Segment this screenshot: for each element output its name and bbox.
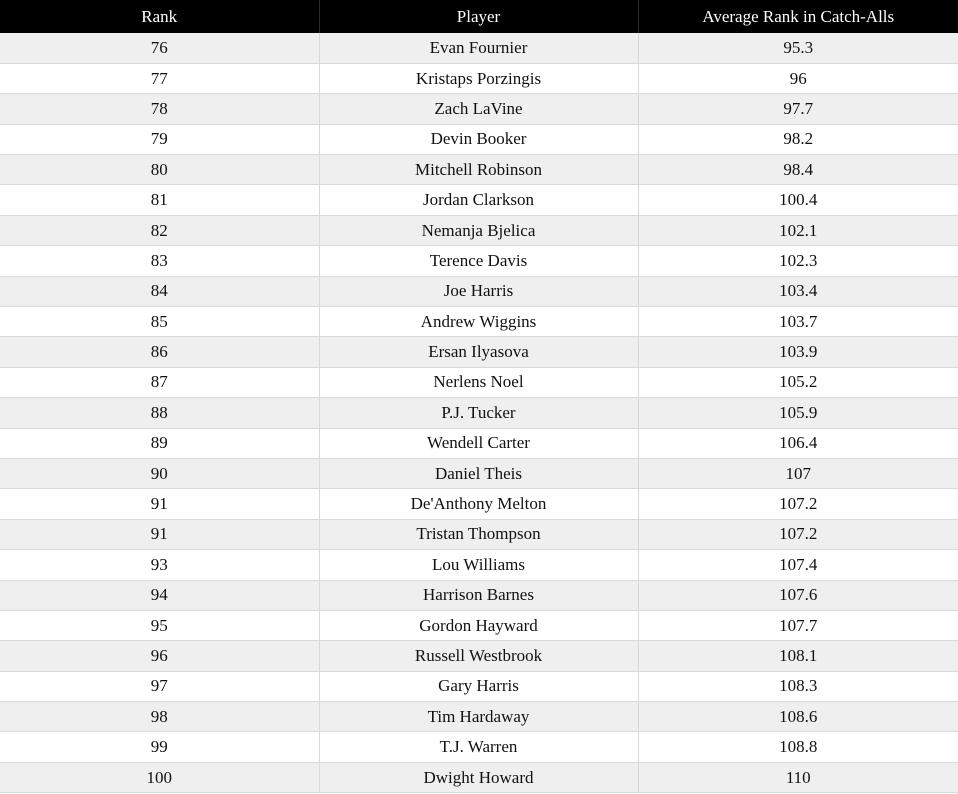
header-row	[0, 0, 958, 33]
rank-cell: 76	[0, 33, 319, 63]
player-cell: Devin Booker	[319, 124, 638, 154]
player-cell: Gordon Hayward	[319, 610, 638, 640]
rank-cell: 84	[0, 276, 319, 306]
header-player: Player	[319, 0, 638, 33]
average-rank-cell: 105.2	[638, 367, 958, 397]
rank-cell: 87	[0, 367, 319, 397]
rank-cell: 95	[0, 610, 319, 640]
rank-cell: 82	[0, 215, 319, 245]
table-row	[0, 671, 958, 701]
player-cell: Lou Williams	[319, 550, 638, 580]
rank-cell: 96	[0, 641, 319, 671]
average-rank-cell: 110	[638, 762, 958, 792]
average-rank-cell: 95.3	[638, 33, 958, 63]
rank-cell: 98	[0, 702, 319, 732]
player-cell: T.J. Warren	[319, 732, 638, 762]
table-row	[0, 641, 958, 671]
average-rank-cell: 107.2	[638, 489, 958, 519]
rank-cell: 91	[0, 519, 319, 549]
table-row	[0, 215, 958, 245]
rank-cell: 100	[0, 762, 319, 792]
player-cell: Terence Davis	[319, 246, 638, 276]
average-rank-cell: 107	[638, 458, 958, 488]
player-cell: Nemanja Bjelica	[319, 215, 638, 245]
table-row	[0, 398, 958, 428]
player-cell: De'Anthony Melton	[319, 489, 638, 519]
average-rank-cell: 96	[638, 63, 958, 93]
rank-cell: 79	[0, 124, 319, 154]
rank-cell: 94	[0, 580, 319, 610]
average-rank-cell: 108.3	[638, 671, 958, 701]
player-cell: Daniel Theis	[319, 458, 638, 488]
average-rank-cell: 102.3	[638, 246, 958, 276]
header-rank: Rank	[141, 6, 178, 26]
table-row	[0, 610, 958, 640]
player-cell: Ersan Ilyasova	[319, 337, 638, 367]
average-rank-cell: 108.1	[638, 641, 958, 671]
player-cell: Dwight Howard	[319, 762, 638, 792]
table-body	[0, 33, 958, 793]
player-cell: Evan Fournier	[319, 33, 638, 63]
player-cell: Zach LaVine	[319, 94, 638, 124]
average-rank-cell: 102.1	[638, 215, 958, 245]
average-rank-cell: 103.9	[638, 337, 958, 367]
table-row	[0, 519, 958, 549]
table-row	[0, 762, 958, 792]
rank-cell: 80	[0, 155, 319, 185]
table-row	[0, 63, 958, 93]
player-cell: Wendell Carter	[319, 428, 638, 458]
average-rank-cell: 103.7	[638, 307, 958, 337]
rank-cell: 83	[0, 246, 319, 276]
player-cell: Gary Harris	[319, 671, 638, 701]
rank-cell: 93	[0, 550, 319, 580]
table-row	[0, 337, 958, 367]
player-cell: Harrison Barnes	[319, 580, 638, 610]
average-rank-cell: 108.6	[638, 702, 958, 732]
rank-cell: 77	[0, 63, 319, 93]
rank-cell: 85	[0, 307, 319, 337]
table-row	[0, 124, 958, 154]
rank-cell: 89	[0, 428, 319, 458]
player-cell: Tristan Thompson	[319, 519, 638, 549]
player-cell: Nerlens Noel	[319, 367, 638, 397]
rank-cell: 88	[0, 398, 319, 428]
rank-cell: 99	[0, 732, 319, 762]
average-rank-cell: 98.4	[638, 155, 958, 185]
player-cell: Joe Harris	[319, 276, 638, 306]
table-row	[0, 428, 958, 458]
table-row	[0, 732, 958, 762]
average-rank-cell: 103.4	[638, 276, 958, 306]
table-row	[0, 580, 958, 610]
average-rank-cell: 107.6	[638, 580, 958, 610]
table-row	[0, 550, 958, 580]
rank-cell: 81	[0, 185, 319, 215]
table-row	[0, 276, 958, 306]
header-average-rank: Average Rank in Catch-Alls	[638, 0, 958, 33]
average-rank-cell: 107.4	[638, 550, 958, 580]
table-row	[0, 185, 958, 215]
player-cell: Tim Hardaway	[319, 702, 638, 732]
rank-cell: 97	[0, 671, 319, 701]
average-rank-cell: 97.7	[638, 94, 958, 124]
table-row	[0, 33, 958, 63]
table-row	[0, 458, 958, 488]
player-cell: Russell Westbrook	[319, 641, 638, 671]
table-row	[0, 489, 958, 519]
player-cell: Jordan Clarkson	[319, 185, 638, 215]
average-rank-cell: 98.2	[638, 124, 958, 154]
rank-cell: 90	[0, 458, 319, 488]
rank-cell: 91	[0, 489, 319, 519]
average-rank-cell: 107.2	[638, 519, 958, 549]
table-row	[0, 367, 958, 397]
average-rank-cell: 106.4	[638, 428, 958, 458]
table-row	[0, 94, 958, 124]
player-cell: Kristaps Porzingis	[319, 63, 638, 93]
player-cell: Andrew Wiggins	[319, 307, 638, 337]
table-row	[0, 246, 958, 276]
rank-cell: 78	[0, 94, 319, 124]
table-row	[0, 155, 958, 185]
player-cell: P.J. Tucker	[319, 398, 638, 428]
average-rank-cell: 108.8	[638, 732, 958, 762]
average-rank-cell: 105.9	[638, 398, 958, 428]
average-rank-cell: 100.4	[638, 185, 958, 215]
average-rank-cell: 107.7	[638, 610, 958, 640]
rank-cell: 86	[0, 337, 319, 367]
table-row	[0, 702, 958, 732]
table-header	[0, 0, 958, 33]
table-row	[0, 307, 958, 337]
player-cell: Mitchell Robinson	[319, 155, 638, 185]
